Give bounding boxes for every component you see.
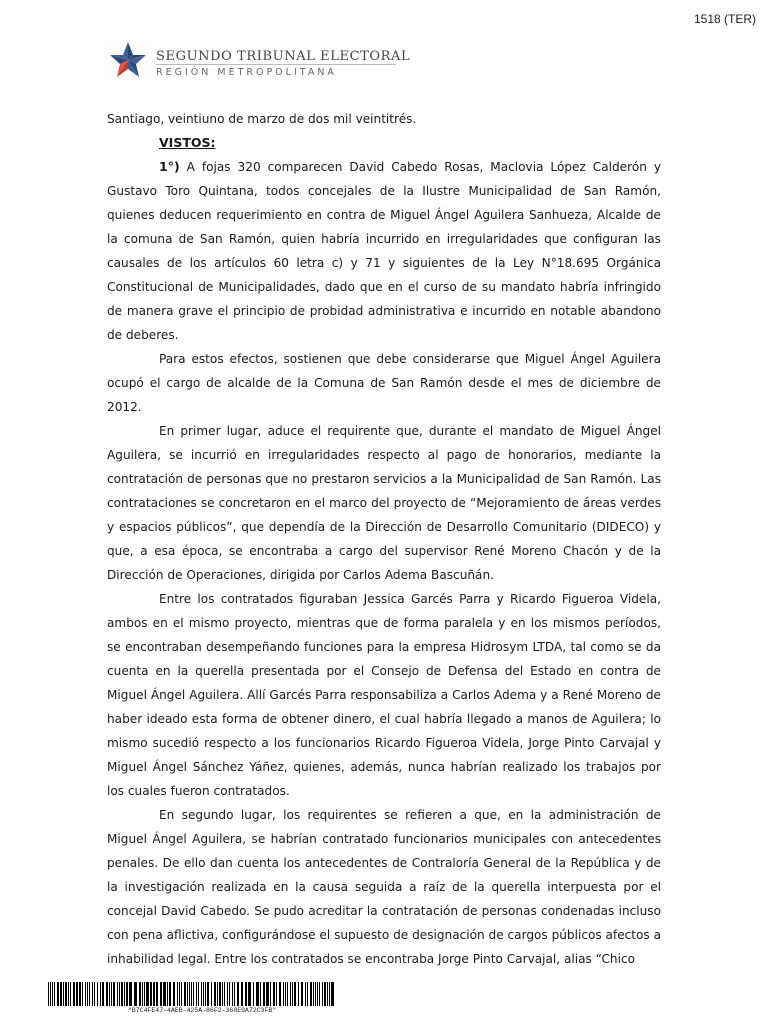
logo-divider bbox=[156, 64, 396, 65]
paragraph-1-text: A fojas 320 comparecen David Cabedo Rosas, Maclovia López Calderón y Gustavo Toro Quintana, todos concejales de la Ilustre Municipalidad de San Ramón, quienes deducen requerimiento en contra de Miguel Ángel Aguilera Sanhueza, Alcalde de la comuna de San Ramón, quien habría incurrido en irregularidades que configuran las causales de los artículos 60 letra c) y 71 y siguientes de la Ley N°18.695 Orgánica Constitucional de Municipalidades, dado que en el curso de su mandato habría infringido de manera grave el principio de probidad administrativa e incurrido en notable abandono de deberes. bbox=[107, 160, 661, 342]
paragraph-3: En primer lugar, aduce el requirente que, durante el mandato de Miguel Ángel Aguilera, se incurrió en irregularidades respecto al pago de honorarios, mediante la contratación de personas que no prestaron servicios a la Municipalidad de San Ramón. Las contrataciones se concretaron en el marco del proyecto de “Mejoramiento de áreas verdes y espacios públicos”, que dependía de la Dirección de Desarrollo Comunitario (DIDECO) y que, a esa época, se encontraba a cargo del supervisor René Moreno Chacón y de la Dirección de Operaciones, dirigida por Carlos Adema Bascuñán. bbox=[107, 424, 661, 582]
star-emblem-icon bbox=[108, 40, 148, 80]
paragraph-4: Entre los contratados figuraban Jessica Garcés Parra y Ricardo Figueroa Videla, ambos en el mismo proyecto, mientras que de forma paralela y en los mismos períodos, se encontraban desempeñando funciones para la empresa Hidrosym LTDA, tal como se da cuenta en la querella presentada por el Consejo de Defensa del Estado en contra de Miguel Ángel Aguilera. Allí Garcés Parra responsabiliza a Carlos Adema y a René Moreno de haber ideado esta forma de obtener dinero, el cual habría llegado a manos de Aguilera; lo mismo sucedió respecto a los funcionarios Ricardo Figueroa Videla, Jorge Pinto Carvajal y Miguel Ángel Sánchez Yáñez, quienes, además, nunca habrían realizado los trabajos por los cuales fueron contratados. bbox=[107, 592, 661, 798]
barcode-code: "B7C4FE47-4AEB-425A-86F2-368E9A72C3FB" bbox=[128, 1007, 277, 1014]
logo-title: SEGUNDO TRIBUNAL ELECTORAL bbox=[156, 49, 411, 64]
paragraph-1 bbox=[107, 155, 661, 347]
barcode bbox=[48, 982, 334, 1006]
page-number: 1518 (TER) bbox=[693, 12, 756, 26]
logo-subtitle: REGIÓN METROPOLITANA bbox=[156, 67, 337, 78]
document-body bbox=[107, 107, 661, 971]
date-line: Santiago, veintiuno de marzo de dos mil veintitrés. bbox=[107, 112, 417, 126]
paragraph-2: Para estos efectos, sostienen que debe considerarse que Miguel Ángel Aguilera ocupó el cargo de alcalde de la Comuna de San Ramón desde el mes de diciembre de 2012. bbox=[107, 352, 661, 414]
paragraph-5: En segundo lugar, los requirentes se refieren a que, en la administración de Miguel Ángel Aguilera, se habrían contratado funcionarios municipales con antecedentes penales. De ello dan cuenta los antecedentes de Contraloría General de la República y de la investigación realizada en la causa seguida a raíz de la querella interpuesta por el concejal David Cabedo. Se pudo acreditar la contratación de personas condenadas incluso con pena aflictiva, configurándose el supuesto de designación de cargos públicos afectos a inhabilidad legal. Entre los contratados se encontraba Jorge Pinto Carvajal, alias “Chico bbox=[107, 808, 661, 966]
tribunal-logo bbox=[108, 40, 411, 80]
section-heading: VISTOS: bbox=[159, 135, 216, 150]
paragraph-number: 1°) bbox=[159, 159, 180, 174]
